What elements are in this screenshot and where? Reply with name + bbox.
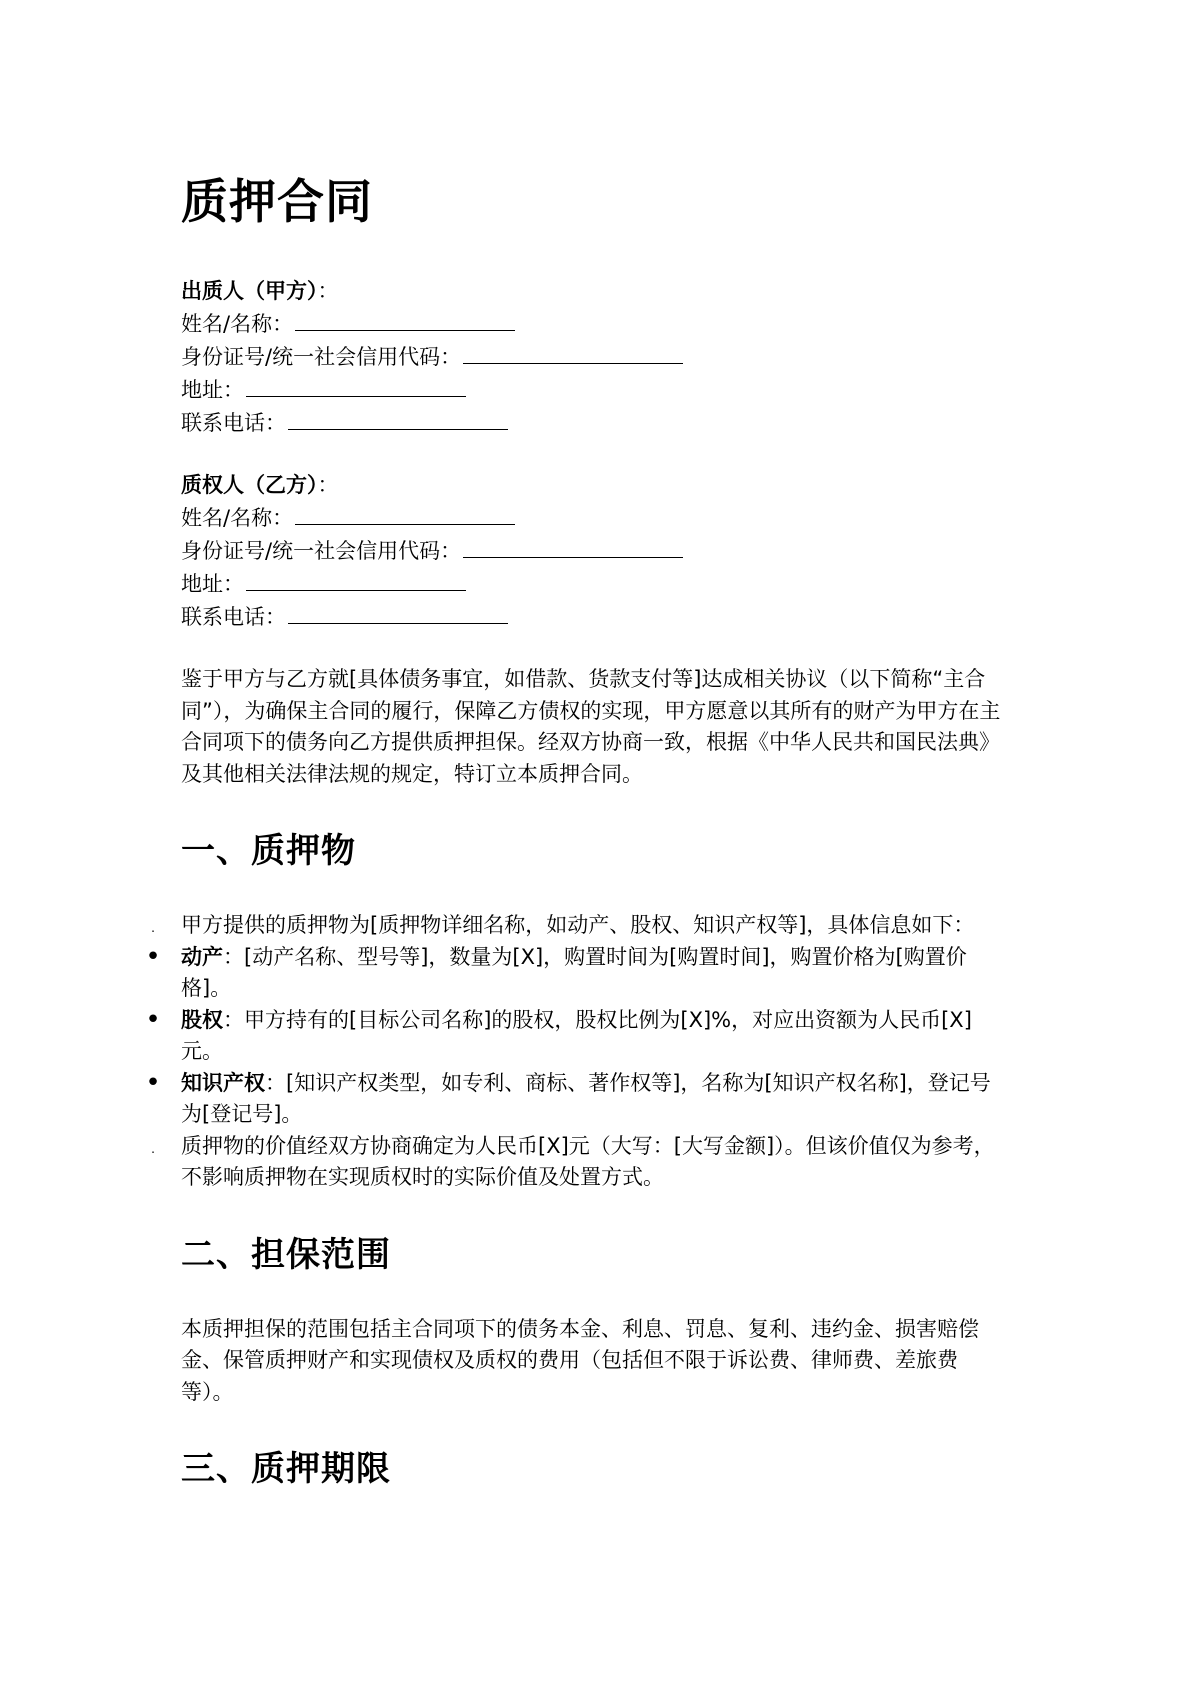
pledged-property-list bbox=[145, 910, 1010, 1194]
pledgee-block bbox=[181, 470, 1010, 633]
section-heading-pledge-term: 三、质押期限 bbox=[181, 1449, 391, 1489]
list-item-text: ：甲方持有的[目标公司名称]的股权，股权比例为[X]%，对应出资额为人民币[X]元。 bbox=[181, 1007, 972, 1063]
pledgee-name-line bbox=[181, 501, 1010, 534]
list-marker: . bbox=[151, 1141, 155, 1156]
field-label: 姓名/名称： bbox=[181, 312, 294, 336]
pledgee-heading bbox=[181, 470, 1010, 501]
fill-blank bbox=[295, 307, 515, 331]
list-item bbox=[151, 1131, 1010, 1194]
field-label: 联系电话： bbox=[181, 411, 286, 435]
intro-paragraph: 鉴于甲方与乙方就[具体债务事宜，如借款、货款支付等]达成相关协议（以下简称“主合同”），为确保主合同的履行，保障乙方债权的实现，甲方愿意以其所有的财产为甲方在主合同项下的债务向乙方提供质押担保。经双方协商一致，根据《中华人民共和国民法典》及其他相关法律法规的规定，特订立本质押合同。 bbox=[181, 667, 1001, 786]
list-item-term: 股权 bbox=[181, 1007, 223, 1032]
pledgor-phone-line bbox=[181, 406, 1010, 439]
bullet-marker: • bbox=[145, 1067, 161, 1098]
list-item bbox=[145, 1004, 1010, 1068]
pledgor-heading-text: 出质人（甲方） bbox=[181, 279, 318, 303]
field-label: 姓名/名称： bbox=[181, 506, 294, 530]
pledgor-heading-colon: ： bbox=[317, 279, 339, 303]
list-item-text: ：[知识产权类型，如专利、商标、著作权等]，名称为[知识产权名称]，登记号为[登记号]。 bbox=[181, 1070, 991, 1126]
list-item-text: ：[动产名称、型号等]，数量为[X]，购置时间为[购置时间]，购置价格为[购置价格]。 bbox=[181, 944, 967, 1000]
fill-blank bbox=[246, 373, 466, 397]
document-title: 质押合同 bbox=[181, 175, 373, 230]
pledgor-block bbox=[181, 276, 1010, 439]
field-label: 地址： bbox=[181, 378, 244, 402]
pledgee-address-line bbox=[181, 567, 1010, 600]
pledgee-id-line bbox=[181, 534, 1010, 567]
list-item-term: 动产 bbox=[181, 944, 223, 969]
section-heading-guarantee-scope: 二、担保范围 bbox=[181, 1234, 391, 1275]
list-item bbox=[145, 941, 1010, 1005]
fill-blank bbox=[246, 567, 466, 591]
list-item bbox=[151, 910, 1010, 942]
pledgor-address-line bbox=[181, 373, 1010, 406]
pledgor-id-line bbox=[181, 340, 1010, 373]
pledgee-heading-text: 质权人（乙方） bbox=[181, 473, 318, 497]
pledgee-phone-line bbox=[181, 600, 1010, 633]
fill-blank bbox=[288, 406, 508, 430]
list-item bbox=[145, 1067, 1010, 1131]
fill-blank bbox=[288, 600, 508, 624]
section-heading-pledged-property: 一、质押物 bbox=[181, 831, 356, 871]
fill-blank bbox=[463, 534, 683, 558]
pledgee-heading-colon: ： bbox=[317, 473, 339, 497]
pledgor-heading bbox=[181, 276, 1010, 307]
list-marker: . bbox=[151, 921, 155, 935]
field-label: 身份证号/统一社会信用代码： bbox=[181, 539, 462, 563]
field-label: 地址： bbox=[181, 572, 244, 596]
field-label: 联系电话： bbox=[181, 605, 286, 629]
fill-blank bbox=[295, 501, 515, 525]
guarantee-scope-paragraph: 本质押担保的范围包括主合同项下的债务本金、利息、罚息、复利、违约金、损害赔偿金、保管质押财产和实现债权及质权的费用（包括但不限于诉讼费、律师费、差旅费等）。 bbox=[181, 1316, 979, 1404]
list-item-text: 甲方提供的质押物为[质押物详细名称，如动产、股权、知识产权等]，具体信息如下： bbox=[181, 913, 975, 937]
bullet-marker: • bbox=[145, 941, 161, 972]
list-item-term: 知识产权 bbox=[181, 1070, 265, 1095]
pledgor-name-line bbox=[181, 307, 1010, 340]
list-item-text: 质押物的价值经双方协商确定为人民币[X]元（大写：[大写金额]）。但该价值仅为参考，不影响质押物在实现质权时的实际价值及处置方式。 bbox=[181, 1133, 995, 1189]
field-label: 身份证号/统一社会信用代码： bbox=[181, 345, 462, 369]
fill-blank bbox=[463, 340, 683, 364]
bullet-marker: • bbox=[145, 1004, 161, 1035]
